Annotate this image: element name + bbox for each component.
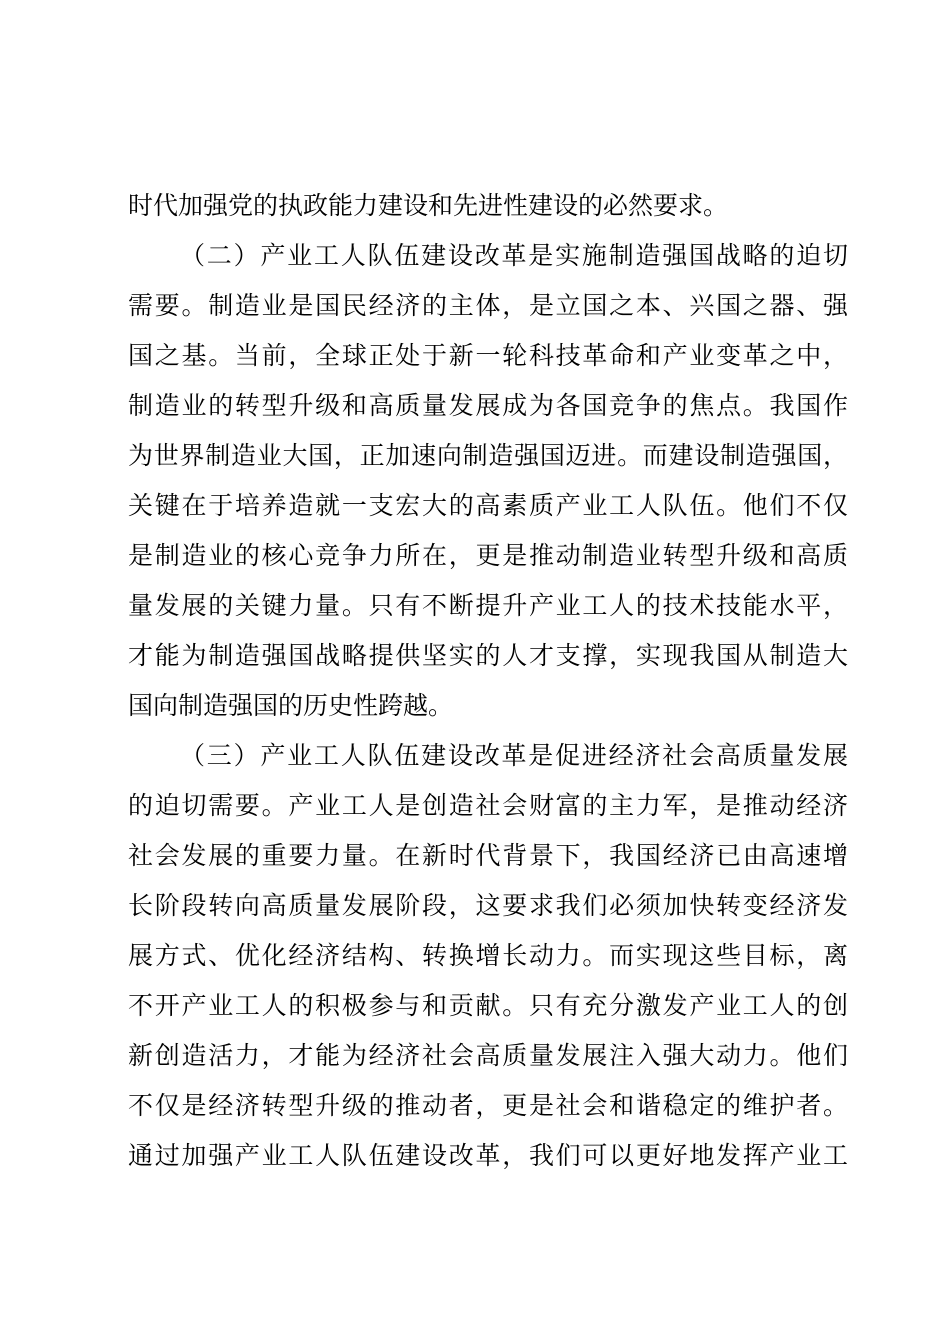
text-line: 新创造活力，才能为经济社会高质量发展注入强大动力。他们 [128,1041,848,1070]
paragraph-2-heading-line: （二）产业工人队伍建设改革是实施制造强国战略的迫切 [180,241,848,270]
text-line: 展方式、优化经济结构、转换增长动力。而实现这些目标，离 [128,941,848,970]
paragraph-3-heading-line: （三）产业工人队伍建设改革是促进经济社会高质量发展 [180,741,848,770]
text-line: 长阶段转向高质量发展阶段，这要求我们必须加快转变经济发 [128,891,848,920]
text-line: 不开产业工人的积极参与和贡献。只有充分激发产业工人的创 [128,991,848,1020]
text-line: 通过加强产业工人队伍建设改革，我们可以更好地发挥产业工 [128,1141,848,1170]
text-line: 关键在于培养造就一支宏大的高素质产业工人队伍。他们不仅 [128,491,848,520]
text-line: 不仅是经济转型升级的推动者，更是社会和谐稳定的维护者。 [128,1091,848,1120]
text-line: 时代加强党的执政能力建设和先进性建设的必然要求。 [128,191,729,220]
text-line: 国之基。当前，全球正处于新一轮科技革命和产业变革之中， [128,341,848,370]
text-line: 量发展的关键力量。只有不断提升产业工人的技术技能水平， [128,591,848,620]
text-line: 社会发展的重要力量。在新时代背景下，我国经济已由高速增 [128,841,848,870]
text-line: 才能为制造强国战略提供坚实的人才支撑，实现我国从制造大 [128,641,848,670]
text-line: 为世界制造业大国，正加速向制造强国迈进。而建设制造强国， [128,441,848,470]
text-line: 的迫切需要。产业工人是创造社会财富的主力军，是推动经济 [128,791,848,820]
text-line: 需要。制造业是国民经济的主体，是立国之本、兴国之器、强 [128,291,848,320]
text-line: 国向制造强国的历史性跨越。 [128,691,454,720]
text-line: 制造业的转型升级和高质量发展成为各国竞争的焦点。我国作 [128,391,848,420]
text-line: 是制造业的核心竞争力所在，更是推动制造业转型升级和高质 [128,541,848,570]
